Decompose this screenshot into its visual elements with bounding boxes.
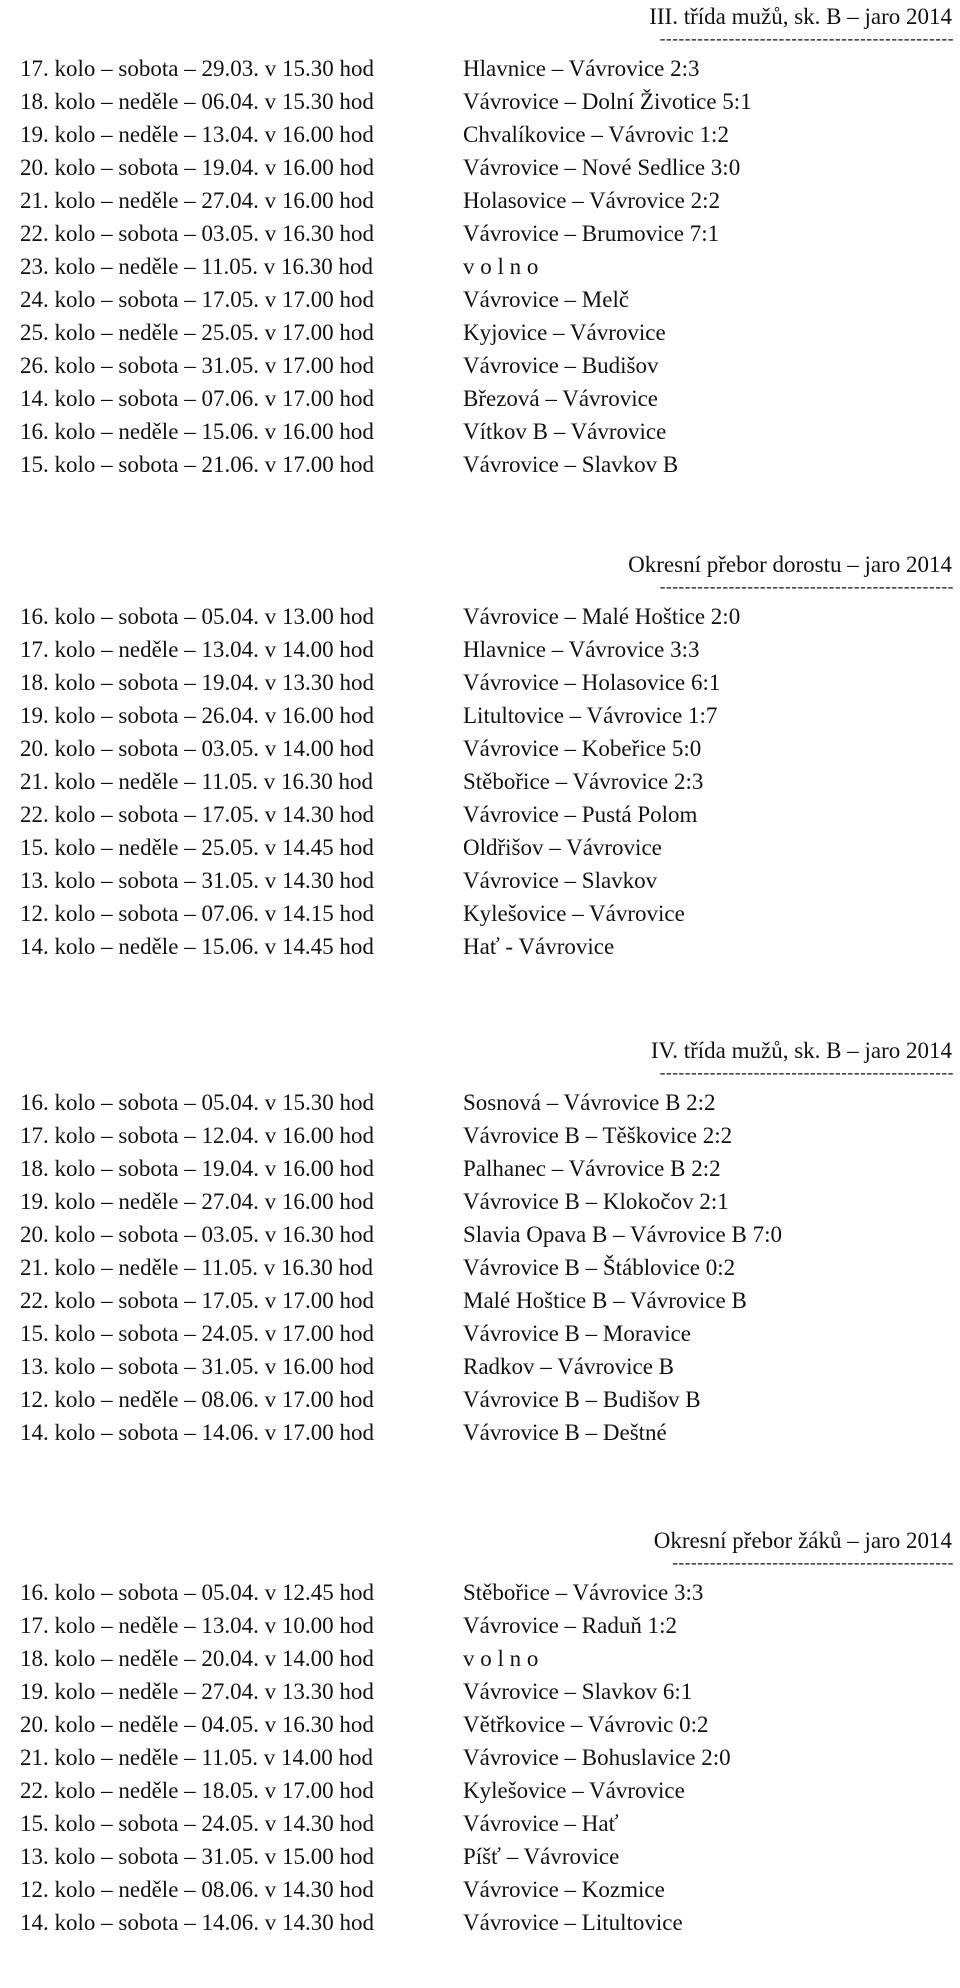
match-round-date: 16. kolo – sobota – 05.04. v 15.30 hod (20, 1090, 374, 1115)
match-row (0, 930, 960, 963)
match-round-date: 18. kolo – sobota – 19.04. v 13.30 hod (20, 670, 374, 695)
match-list (0, 600, 960, 963)
match-teams-score: Vávrovice B – Deštné (463, 1420, 667, 1445)
match-row (0, 151, 960, 184)
match-teams-score: Litultovice – Vávrovice 1:7 (463, 703, 718, 728)
match-row (0, 1383, 960, 1416)
match-row (0, 85, 960, 118)
match-row (0, 798, 960, 831)
match-round-date: 21. kolo – neděle – 11.05. v 14.00 hod (20, 1745, 374, 1770)
match-teams-score: Vávrovice – Nové Sedlice 3:0 (463, 155, 741, 180)
match-round-date: 13. kolo – sobota – 31.05. v 16.00 hod (20, 1354, 374, 1379)
match-teams-score: Vávrovice – Kobeřice 5:0 (463, 736, 702, 761)
match-round-date: 22. kolo – neděle – 18.05. v 17.00 hod (20, 1778, 374, 1803)
section-title: IV. třída mužů, sk. B – jaro 2014 (650, 1038, 952, 1063)
match-round-date: 13. kolo – sobota – 31.05. v 14.30 hod (20, 868, 374, 893)
section-title: Okresní přebor dorostu – jaro 2014 (628, 552, 952, 577)
match-row (0, 1284, 960, 1317)
match-row (0, 1416, 960, 1449)
match-teams-score: Hlavnice – Vávrovice 3:3 (463, 637, 700, 662)
match-row (0, 283, 960, 316)
match-round-date: 22. kolo – sobota – 17.05. v 14.30 hod (20, 802, 374, 827)
match-teams-score: Vávrovice – Bohuslavice 2:0 (463, 1745, 731, 1770)
match-list (0, 1576, 960, 1939)
match-teams-score: Stěbořice – Vávrovice 2:3 (463, 769, 704, 794)
match-teams-score: Vávrovice B – Těškovice 2:2 (463, 1123, 733, 1148)
match-row (0, 349, 960, 382)
match-teams-score: Vávrovice – Raduň 1:2 (463, 1613, 677, 1638)
match-round-date: 16. kolo – neděle – 15.06. v 16.00 hod (20, 419, 374, 444)
match-row (0, 1873, 960, 1906)
match-round-date: 20. kolo – neděle – 04.05. v 16.30 hod (20, 1712, 374, 1737)
match-row (0, 1807, 960, 1840)
match-row (0, 1251, 960, 1284)
section-men-iii (0, 0, 960, 500)
match-row (0, 831, 960, 864)
match-list (0, 52, 960, 481)
match-teams-score: Malé Hoštice B – Vávrovice B (463, 1288, 747, 1313)
match-row (0, 1576, 960, 1609)
match-teams-score: Holasovice – Vávrovice 2:2 (463, 188, 720, 213)
match-row (0, 633, 960, 666)
match-teams-score: Vávrovice B – Štáblovice 0:2 (463, 1255, 736, 1280)
match-round-date: 14. kolo – sobota – 07.06. v 17.00 hod (20, 386, 374, 411)
match-round-date: 19. kolo – neděle – 27.04. v 16.00 hod (20, 1189, 374, 1214)
match-row (0, 732, 960, 765)
match-round-date: 12. kolo – sobota – 07.06. v 14.15 hod (20, 901, 374, 926)
match-round-date: 15. kolo – neděle – 25.05. v 14.45 hod (20, 835, 374, 860)
match-teams-score: Vávrovice – Dolní Životice 5:1 (463, 89, 752, 114)
match-teams-score: Vávrovice B – Klokočov 2:1 (463, 1189, 729, 1214)
match-round-date: 20. kolo – sobota – 03.05. v 16.30 hod (20, 1222, 374, 1247)
match-teams-score: Vávrovice – Budišov (463, 353, 659, 378)
match-round-date: 19. kolo – sobota – 26.04. v 16.00 hod (20, 703, 374, 728)
match-round-date: 18. kolo – neděle – 06.04. v 15.30 hod (20, 89, 374, 114)
section-men-iv (0, 1034, 960, 1474)
match-row (0, 897, 960, 930)
match-round-date: 26. kolo – sobota – 31.05. v 17.00 hod (20, 353, 374, 378)
match-teams-score: Chvalíkovice – Vávrovic 1:2 (463, 122, 729, 147)
match-row (0, 1675, 960, 1708)
section-divider: ----------------------------------------------- (659, 579, 954, 595)
match-round-date: 17. kolo – sobota – 12.04. v 16.00 hod (20, 1123, 374, 1148)
match-round-date: 23. kolo – neděle – 11.05. v 16.30 hod (20, 254, 374, 279)
match-row (0, 1086, 960, 1119)
match-teams-score: Vávrovice B – Budišov B (463, 1387, 701, 1412)
match-teams-score: Vávrovice – Hať (463, 1811, 619, 1836)
match-round-date: 15. kolo – sobota – 24.05. v 17.00 hod (20, 1321, 374, 1346)
match-round-date: 19. kolo – neděle – 27.04. v 13.30 hod (20, 1679, 374, 1704)
match-row (0, 382, 960, 415)
match-teams-score: Vávrovice – Litultovice (463, 1910, 683, 1935)
match-teams-score: Hať - Vávrovice (463, 934, 615, 959)
match-round-date: 14. kolo – sobota – 14.06. v 14.30 hod (20, 1910, 374, 1935)
match-round-date: 21. kolo – neděle – 11.05. v 16.30 hod (20, 769, 374, 794)
match-row (0, 666, 960, 699)
match-round-date: 19. kolo – neděle – 13.04. v 16.00 hod (20, 122, 374, 147)
match-row (0, 1152, 960, 1185)
match-round-date: 22. kolo – sobota – 03.05. v 16.30 hod (20, 221, 374, 246)
match-teams-score: Vávrovice – Slavkov (463, 868, 658, 893)
match-row (0, 1840, 960, 1873)
match-round-date: 18. kolo – neděle – 20.04. v 14.00 hod (20, 1646, 374, 1671)
match-round-date: 12. kolo – neděle – 08.06. v 17.00 hod (20, 1387, 374, 1412)
match-row (0, 600, 960, 633)
match-teams-score: Radkov – Vávrovice B (463, 1354, 675, 1379)
match-row (0, 316, 960, 349)
match-teams-score: Píšť – Vávrovice (463, 1844, 620, 1869)
match-teams-score: Vávrovice – Malé Hoštice 2:0 (463, 604, 741, 629)
match-round-date: 14. kolo – neděle – 15.06. v 14.45 hod (20, 934, 374, 959)
match-round-date: 17. kolo – neděle – 13.04. v 14.00 hod (20, 637, 374, 662)
match-row (0, 217, 960, 250)
match-round-date: 15. kolo – sobota – 24.05. v 14.30 hod (20, 1811, 374, 1836)
match-teams-score: Vítkov B – Vávrovice (463, 419, 667, 444)
match-row (0, 415, 960, 448)
match-teams-score: Vávrovice – Brumovice 7:1 (463, 221, 720, 246)
match-teams-score: Palhanec – Vávrovice B 2:2 (463, 1156, 721, 1181)
match-row (0, 1350, 960, 1383)
match-teams-score: Sosnová – Vávrovice B 2:2 (463, 1090, 716, 1115)
match-round-date: 20. kolo – sobota – 03.05. v 14.00 hod (20, 736, 374, 761)
match-round-date: 21. kolo – neděle – 11.05. v 16.30 hod (20, 1255, 374, 1280)
match-round-date: 22. kolo – sobota – 17.05. v 17.00 hod (20, 1288, 374, 1313)
section-title: III. třída mužů, sk. B – jaro 2014 (649, 4, 952, 29)
match-round-date: 25. kolo – neděle – 25.05. v 17.00 hod (20, 320, 374, 345)
section-divider: ----------------------------------------------- (659, 31, 954, 47)
match-row (0, 448, 960, 481)
section-pupils (0, 1524, 960, 1964)
match-round-date: 12. kolo – neděle – 08.06. v 14.30 hod (20, 1877, 374, 1902)
match-list (0, 1086, 960, 1449)
match-row (0, 1741, 960, 1774)
match-row (0, 1317, 960, 1350)
match-round-date: 20. kolo – sobota – 19.04. v 16.00 hod (20, 155, 374, 180)
section-divider: --------------------------------------------- (672, 1555, 954, 1571)
match-teams-score: Vávrovice – Kozmice (463, 1877, 665, 1902)
match-teams-score: Březová – Vávrovice (463, 386, 658, 411)
match-round-date: 18. kolo – sobota – 19.04. v 16.00 hod (20, 1156, 374, 1181)
match-round-date: 13. kolo – sobota – 31.05. v 15.00 hod (20, 1844, 374, 1869)
match-round-date: 15. kolo – sobota – 21.06. v 17.00 hod (20, 452, 374, 477)
section-title: Okresní přebor žáků – jaro 2014 (653, 1528, 952, 1553)
match-teams-score: Stěbořice – Vávrovice 3:3 (463, 1580, 704, 1605)
match-row (0, 1218, 960, 1251)
match-row (0, 1185, 960, 1218)
match-teams-score: Vávrovice – Slavkov 6:1 (463, 1679, 693, 1704)
match-round-date: 21. kolo – neděle – 27.04. v 16.00 hod (20, 188, 374, 213)
match-round-date: 17. kolo – neděle – 13.04. v 10.00 hod (20, 1613, 374, 1638)
match-teams-score: v o l n o (463, 1646, 539, 1671)
section-divider: ----------------------------------------------- (659, 1065, 954, 1081)
match-round-date: 17. kolo – sobota – 29.03. v 15.30 hod (20, 56, 374, 81)
match-row (0, 1906, 960, 1939)
match-row (0, 765, 960, 798)
match-row (0, 864, 960, 897)
match-teams-score: Vávrovice – Slavkov B (463, 452, 679, 477)
match-teams-score: Kylešovice – Vávrovice (463, 1778, 685, 1803)
match-row (0, 1609, 960, 1642)
match-row (0, 250, 960, 283)
match-teams-score: Vávrovice – Melč (463, 287, 630, 312)
match-row (0, 1119, 960, 1152)
match-teams-score: Slavia Opava B – Vávrovice B 7:0 (463, 1222, 782, 1247)
match-teams-score: v o l n o (463, 254, 539, 279)
match-row (0, 699, 960, 732)
match-round-date: 16. kolo – sobota – 05.04. v 12.45 hod (20, 1580, 374, 1605)
match-teams-score: Kyjovice – Vávrovice (463, 320, 666, 345)
section-youth (0, 548, 960, 988)
match-round-date: 16. kolo – sobota – 05.04. v 13.00 hod (20, 604, 374, 629)
match-round-date: 24. kolo – sobota – 17.05. v 17.00 hod (20, 287, 374, 312)
match-teams-score: Vávrovice – Holasovice 6:1 (463, 670, 721, 695)
match-row (0, 1642, 960, 1675)
match-teams-score: Hlavnice – Vávrovice 2:3 (463, 56, 700, 81)
match-teams-score: Větřkovice – Vávrovic 0:2 (463, 1712, 709, 1737)
match-teams-score: Oldřišov – Vávrovice (463, 835, 662, 860)
match-row (0, 52, 960, 85)
match-teams-score: Vávrovice – Pustá Polom (463, 802, 698, 827)
match-row (0, 118, 960, 151)
match-teams-score: Vávrovice B – Moravice (463, 1321, 692, 1346)
match-row (0, 1708, 960, 1741)
match-row (0, 1774, 960, 1807)
match-teams-score: Kylešovice – Vávrovice (463, 901, 685, 926)
match-row (0, 184, 960, 217)
match-round-date: 14. kolo – sobota – 14.06. v 17.00 hod (20, 1420, 374, 1445)
